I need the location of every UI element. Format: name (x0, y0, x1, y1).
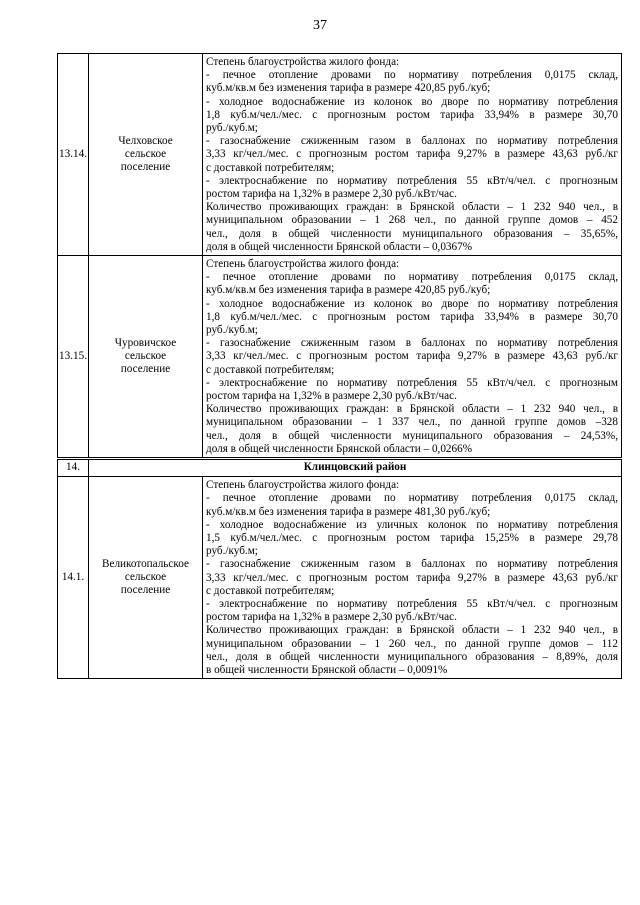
description-line: - холодное водоснабжение из колонок во дворе по нормативу потребления (206, 297, 618, 310)
description-line: Степень благоустройства жилого фонда: (206, 258, 400, 271)
description-line: - печное отопление дровами по нормативу потребления 0,0175 склад, (206, 271, 618, 284)
settlement-name (89, 477, 203, 679)
settlement-name-line: Великотопальское (102, 557, 189, 570)
description-line: - газоснабжение сжиженным газом в баллонах по нормативу потребления (206, 135, 618, 148)
settlements-table (57, 53, 622, 679)
description-line: - электроснабжение по нормативу потребления 55 кВт/ч/чел. с прогнозным (206, 174, 618, 187)
description-line: Количество проживающих граждан: в Брянской области – 1 232 940 чел., в (206, 624, 618, 637)
settlement-name-line: поселение (120, 584, 171, 597)
settlement-name-line: сельское (124, 147, 167, 160)
description-line: 3,33 кг/чел./мес. с прогнозным ростом тарифа 9,27% в размере 43,63 руб./кг (206, 148, 618, 161)
description-line: куб.м/кв.м без изменения тарифа в размере 481,30 руб./куб; (206, 505, 491, 518)
description-line: 1,5 куб.м/чел./мес. с прогнозным ростом тарифа 15,25% в размере 29,78 (206, 531, 618, 544)
description-line: чел., доля в общей численности муниципального образования – 8,89%, доля (206, 650, 618, 663)
housing-description (203, 477, 622, 679)
settlement-name-line: поселение (120, 363, 171, 376)
description-line: Степень благоустройства жилого фонда: (206, 56, 400, 68)
settlement-name-line: поселение (120, 161, 171, 174)
description-line: Количество проживающих граждан: в Брянской области – 1 232 940 чел., в (206, 403, 618, 416)
table-body (58, 54, 622, 679)
description-line: - печное отопление дровами по нормативу потребления 0,0175 склад, (206, 69, 618, 82)
region-number: 14. (58, 459, 89, 477)
description-line: с доставкой потребителям; (206, 161, 335, 174)
housing-description (203, 54, 622, 256)
description-line: Количество проживающих граждан: в Брянской области – 1 232 940 чел., в (206, 201, 618, 214)
description-line: ростом тарифа на 1,32% в размере 2,30 руб./кВт/час. (206, 390, 457, 403)
description-line: чел., доля в общей численности муниципального образования – 24,53%, (206, 429, 618, 442)
description-line: 1,8 куб.м/чел./мес. с прогнозным ростом тарифа 33,94% в размере 30,70 (206, 108, 618, 121)
page-number: 37 (313, 18, 327, 33)
description-line: ростом тарифа на 1,32% в размере 2,30 руб./кВт/час. (206, 611, 457, 624)
description-line: - газоснабжение сжиженным газом в баллонах по нормативу потребления (206, 337, 618, 350)
description-line: руб./куб.м; (206, 545, 258, 558)
table-row (58, 477, 622, 679)
description-line: с доставкой потребителям; (206, 584, 335, 597)
settlement-name-line: сельское (124, 349, 167, 362)
description-line: 3,33 кг/чел./мес. с прогнозным ростом тарифа 9,27% в размере 43,63 руб./кг (206, 571, 618, 584)
description-line: муниципальном образовании – 1 337 чел., по данной группе домов –328 (206, 416, 618, 429)
description-line: куб.м/кв.м без изменения тарифа в размере 420,85 руб./куб; (206, 82, 491, 95)
description-line: - печное отопление дровами по нормативу потребления 0,0175 склад, (206, 492, 618, 505)
table-row (58, 54, 622, 256)
row-number: 14.1. (58, 477, 89, 679)
description-line: муниципальном образовании – 1 268 чел., по данной группе домов – 452 (206, 214, 618, 227)
housing-description (203, 256, 622, 459)
description-line: с доставкой потребителям; (206, 363, 335, 376)
table-row (58, 256, 622, 459)
settlement-name-line: сельское (124, 571, 167, 584)
description-line: Степень благоустройства жилого фонда: (206, 479, 400, 492)
description-line: доля в общей численности Брянской области – 0,0266% (206, 442, 473, 455)
region-title: Клинцовский район (89, 459, 622, 477)
description-line: ростом тарифа на 1,32% в размере 2,30 руб./кВт/час. (206, 188, 457, 201)
settlement-name (89, 54, 203, 256)
description-line: куб.м/кв.м без изменения тарифа в размере 420,85 руб./куб; (206, 284, 491, 297)
description-line: - холодное водоснабжение из уличных колонок по нормативу потребления (206, 518, 618, 531)
settlement-name-line: Челховское (118, 134, 173, 147)
settlement-name-line: Чуровичское (114, 336, 177, 349)
description-line: - холодное водоснабжение из колонок во дворе по нормативу потребления (206, 95, 618, 108)
row-number: 13.15. (58, 256, 89, 459)
description-line: - электроснабжение по нормативу потребления 55 кВт/ч/чел. с прогнозным (206, 597, 618, 610)
settlement-name (89, 256, 203, 459)
description-line: чел., доля в общей численности муниципального образования – 35,65%, (206, 227, 618, 240)
description-line: доля в общей численности Брянской области – 0,0367% (206, 240, 473, 253)
description-line: 1,8 куб.м/чел./мес. с прогнозным ростом тарифа 33,94% в размере 30,70 (206, 310, 618, 323)
region-header-row (58, 459, 622, 477)
row-number: 13.14. (58, 54, 89, 256)
description-line: руб./куб.м; (206, 122, 258, 135)
description-line: руб./куб.м; (206, 324, 258, 337)
description-line: в общей численности Брянской области – 0,0091% (206, 663, 448, 676)
description-line: - газоснабжение сжиженным газом в баллонах по нормативу потребления (206, 558, 618, 571)
description-line: - электроснабжение по нормативу потребления 55 кВт/ч/чел. с прогнозным (206, 376, 618, 389)
description-line: 3,33 кг/чел./мес. с прогнозным ростом тарифа 9,27% в размере 43,63 руб./кг (206, 350, 618, 363)
description-line: муниципальном образовании – 1 260 чел., по данной группе домов – 112 (206, 637, 618, 650)
